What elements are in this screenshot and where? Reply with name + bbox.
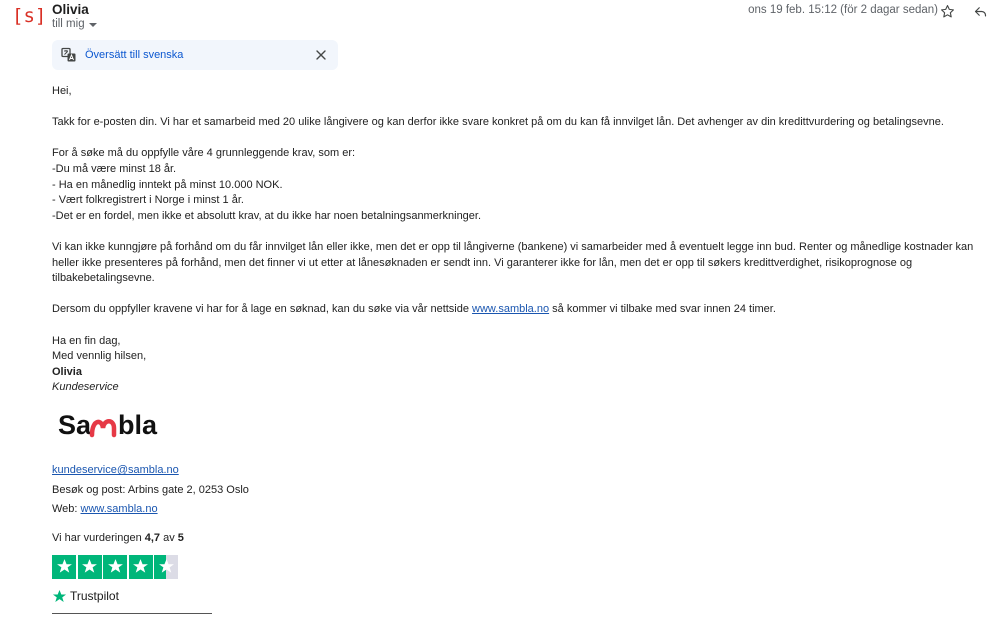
sender-avatar: [s] [12,5,47,27]
trustpilot-star [154,555,178,579]
closing-line: Med vennlig hilsen, [52,350,147,363]
trustpilot-stars [52,555,992,579]
trustpilot-star-icon [52,589,67,604]
signature-name: Olivia [52,365,82,378]
sambla-logo [52,406,992,452]
web-link[interactable]: www.sambla.no [80,502,158,515]
trustpilot-star [78,555,102,579]
trustpilot-star [103,555,127,579]
sender-name[interactable]: Olivia [52,2,89,17]
requirements-intro: For å søke må du oppfylle våre 4 grunnleggende krav, som er: [52,147,356,160]
paragraph-1: Takk for e-posten din. Vi har et samarbeid med 20 ulike långivere og kan derfor ikke svare konkret på om du kan få innvilget lån. Det avhenger av din kredittvurdering og betalingsevne. [52,116,944,129]
close-icon [316,50,326,60]
signature-title: Kundeservice [52,381,119,394]
trustpilot-star [52,555,76,579]
star-outline-icon [940,4,955,19]
message-date: ons 19 feb. 15:12 (för 2 dagar sedan) [748,4,938,16]
trustpilot-star [129,555,153,579]
rating-text: Vi har vurderingen 4,7 av 5 [52,532,184,545]
message-body [52,84,992,614]
requirement-item: - Vært folkregistrert i Norge i minst 1 år. [52,194,244,207]
greeting: Hei, [52,85,72,97]
trustpilot-brand [52,589,992,605]
chevron-down-icon [89,23,97,27]
reply-button[interactable] [970,1,990,21]
paragraph-4: Dersom du oppfyller kravene vi har for å lage en søknad, kan du søke via vår nettside www.sambla.no så kommer vi tilbake med svar innen 24 timer. [52,303,776,316]
requirement-item: -Du må være minst 18 år. [52,162,177,175]
website-link[interactable]: www.sambla.no [472,303,550,316]
recipient-label: till mig [52,18,85,30]
svg-text:bla: bla [118,409,158,440]
web-line: Web: www.sambla.no [52,502,158,515]
closing-line: Ha en fin dag, [52,334,121,347]
requirement-item: -Det er en fordel, men ikke et absolutt krav, at du ikke har noen betalningsanmerkninger. [52,209,482,222]
translate-link[interactable]: Översätt till svenska [85,49,184,61]
star-button[interactable] [937,1,957,21]
reply-icon [973,4,988,19]
paragraph-3: Vi kan ikke kunngjøre på forhånd om du får innvilget lån eller ikke, men det er opp til långiverne (bankene) vi samarbeider med å eventuelt legge inn bud. Renter og månedlige kostnader kan heller ikke presenteres på forhånd, men det finner vi ut etter at lånesøknaden er sendt inn. Vi garanterer ikke for lån, men det er opp til søkers kredittverdighet, risikoprognose og tilbakebetalingsevne. [52,240,974,285]
close-translate-button[interactable] [313,47,329,63]
recipient-details-toggle[interactable] [52,18,97,30]
address: Besøk og post: Arbins gate 2, 0253 Oslo [52,484,249,497]
translate-icon [61,47,77,63]
svg-text:Sa: Sa [58,409,92,440]
trustpilot-label: Trustpilot [70,588,119,603]
signature-divider [52,613,212,614]
translate-banner [52,40,338,70]
requirement-item: - Ha en månedlig inntekt på minst 10.000 NOK. [52,178,283,191]
email-link[interactable]: kundeservice@sambla.no [52,464,179,477]
